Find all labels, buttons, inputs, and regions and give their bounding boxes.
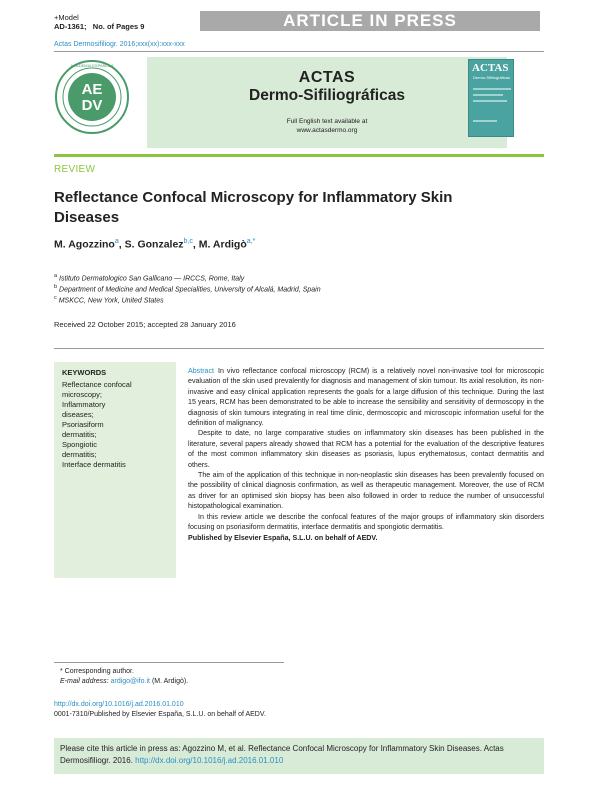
keyword: Spongiotic xyxy=(62,440,98,449)
author-affiliation-mark[interactable]: b,c xyxy=(183,238,193,245)
cover-subtitle: Dermo-Sifiliográficas xyxy=(473,75,510,80)
affiliation xyxy=(54,284,321,293)
page-count: No. of Pages 9 xyxy=(92,22,145,31)
author-name: M. Ardigò xyxy=(198,238,247,251)
doi-link[interactable]: http://dx.doi.org/10.1016/j.ad.2016.01.010 xyxy=(54,701,184,708)
keyword: Reflectance confocal xyxy=(62,380,132,389)
journal-cover-thumbnail xyxy=(468,59,514,137)
author-name: S. Gonzalez xyxy=(124,238,184,251)
article-code: AD-1361; xyxy=(54,22,87,31)
keyword: Interface dermatitis xyxy=(62,460,126,469)
model-label: +Model xyxy=(54,13,79,22)
aedv-seal-logo xyxy=(54,57,130,137)
abstract-paragraph xyxy=(188,366,544,428)
citation-text: Please cite this article in press as: Agozzino M, et al. Reflectance Confocal Microscopy for Inflammatory Skin Diseases. Actas Dermosifiliogr. 2016. xyxy=(60,744,504,765)
keyword: dermatitis; xyxy=(62,430,97,439)
affiliation xyxy=(54,273,244,282)
citation-box xyxy=(54,738,544,774)
affiliation-mark: a xyxy=(54,273,58,279)
email-link[interactable]: ardigo@ifo.it xyxy=(110,678,150,685)
journal-title-actas: ACTAS xyxy=(298,69,356,86)
journal-title-dermo: Dermo-Sifiliográficas xyxy=(249,87,405,104)
journal-masthead xyxy=(147,57,507,148)
received-dates: Received 22 October 2015; accepted 28 January 2016 xyxy=(54,320,236,329)
full-text-note: Full English text available at xyxy=(286,118,368,125)
abstract-paragraph: In this review article we describe the confocal features of the major groups of inflammatory skin disorders focusing on psoriasiform dermatitis, interface dermatitis and spongiotic dermatitis. xyxy=(188,512,544,532)
abstract-paragraph: Despite to date, no large comparative studies on inflammatory skin diseases has been published in the literature, several papers already showed that RCM has a potential for the evaluation of the descriptive features of the most common inflammatory skin diseases as psoriasis, lupus erythematosus, contact dermatitis and others. xyxy=(188,429,544,469)
abstract xyxy=(188,366,544,543)
keywords-panel xyxy=(54,362,176,578)
keyword: Psoriasiform xyxy=(62,420,104,429)
svg-text:DV: DV xyxy=(81,97,103,114)
journal-citation-link[interactable]: Actas Dermosifiliogr. 2016;xxx(xx):xxx-xxx xyxy=(54,41,185,48)
header-divider xyxy=(54,51,544,52)
cover-stripe xyxy=(473,94,503,96)
abstract-text: In vivo reflectance confocal microscopy (RCM) is a relatively novel non-invasive tool for microscopic evaluation of the skin used prevalently for diagnosis and management of skin tumour. Its axial resolution, its non-invasive and easy clinical application represents the goals for a large diffusion of this technique. During the last 15 years, RCM has been demonstrated to be able to increase the sensibility and sensitivity of dermoscopy in the diagnosis of skin tumours integrating in real time clinic, dermoscopic and microscopic information useful for the definition of malignancy. xyxy=(188,367,544,428)
svg-text:ACADEMIA ESPAÑOLA: ACADEMIA ESPAÑOLA xyxy=(70,63,114,68)
keyword: Inflammatory xyxy=(62,400,106,409)
cover-title: ACTAS xyxy=(472,62,509,74)
abstract-label: Abstract xyxy=(188,367,215,375)
author-list: M. Agozzino$^a$, S. Gonzalez$^{b,c}$, M. Ardigò$^{a,*}$ xyxy=(54,238,256,251)
section-label: REVIEW xyxy=(54,164,96,175)
keywords-heading: KEYWORDS xyxy=(62,368,107,377)
affiliation-text: Department of Medicine and Medical Specialities, University of Alcalá, Madrid, Spain xyxy=(59,286,321,294)
corresponding-author-note xyxy=(60,667,188,687)
affiliation xyxy=(54,295,164,304)
footnote-divider xyxy=(54,662,284,663)
citation-doi-link[interactable]: http://dx.doi.org/10.1016/j.ad.2016.01.010 xyxy=(135,756,284,765)
journal-banner xyxy=(54,57,544,148)
cover-stripe xyxy=(473,120,497,122)
section-divider xyxy=(54,154,544,157)
affiliation-text: Istituto Dermatologico San Gallicano — IRCCS, Rome, Italy xyxy=(59,275,245,283)
abstract-divider xyxy=(54,348,544,349)
email-owner: (M. Ardigò). xyxy=(151,678,189,685)
author-affiliation-mark[interactable]: a xyxy=(114,238,119,245)
affiliation-mark: b xyxy=(54,284,58,290)
abstract-paragraph: The aim of the application of this technique in non-neoplastic skin diseases has been prevalently focused on the possibility of clinical diagnosis confirmation, as well as therapeutic management. Moreover, the use of RCM as driver for an optimised skin biopsy has been also followed in order to reduce the number of unsuccessful histopathological examination. xyxy=(188,471,544,511)
keyword: diseases; xyxy=(62,410,94,419)
manuscript-ref xyxy=(54,13,144,31)
affiliation-text: MSKCC, New York, United States xyxy=(58,297,164,305)
keyword: microscopy; xyxy=(62,390,103,399)
copyright-line: 0001-7310/Published by Elsevier España, S.L.U. on behalf of AEDV. xyxy=(54,711,266,718)
author-name: M. Agozzino xyxy=(54,238,115,251)
running-header xyxy=(0,0,600,40)
email-label: E-mail address: xyxy=(60,678,109,685)
cover-stripe xyxy=(473,100,507,102)
article-in-press-banner: ARTICLE IN PRESS xyxy=(200,11,540,31)
journal-website-link[interactable]: www.actasdermo.org xyxy=(296,127,358,134)
keyword: dermatitis; xyxy=(62,450,97,459)
publisher-note: Published by Elsevier España, S.L.U. on behalf of AEDV. xyxy=(188,533,378,542)
corresponding-label: * Corresponding author. xyxy=(60,668,134,675)
article-title: Reflectance Confocal Microscopy for Inflammatory Skin Diseases xyxy=(54,189,453,226)
affiliation-mark: c xyxy=(54,295,57,301)
cover-stripe xyxy=(473,88,511,90)
svg-text:AE: AE xyxy=(81,81,103,98)
author-affiliation-mark[interactable]: a,* xyxy=(246,238,256,245)
